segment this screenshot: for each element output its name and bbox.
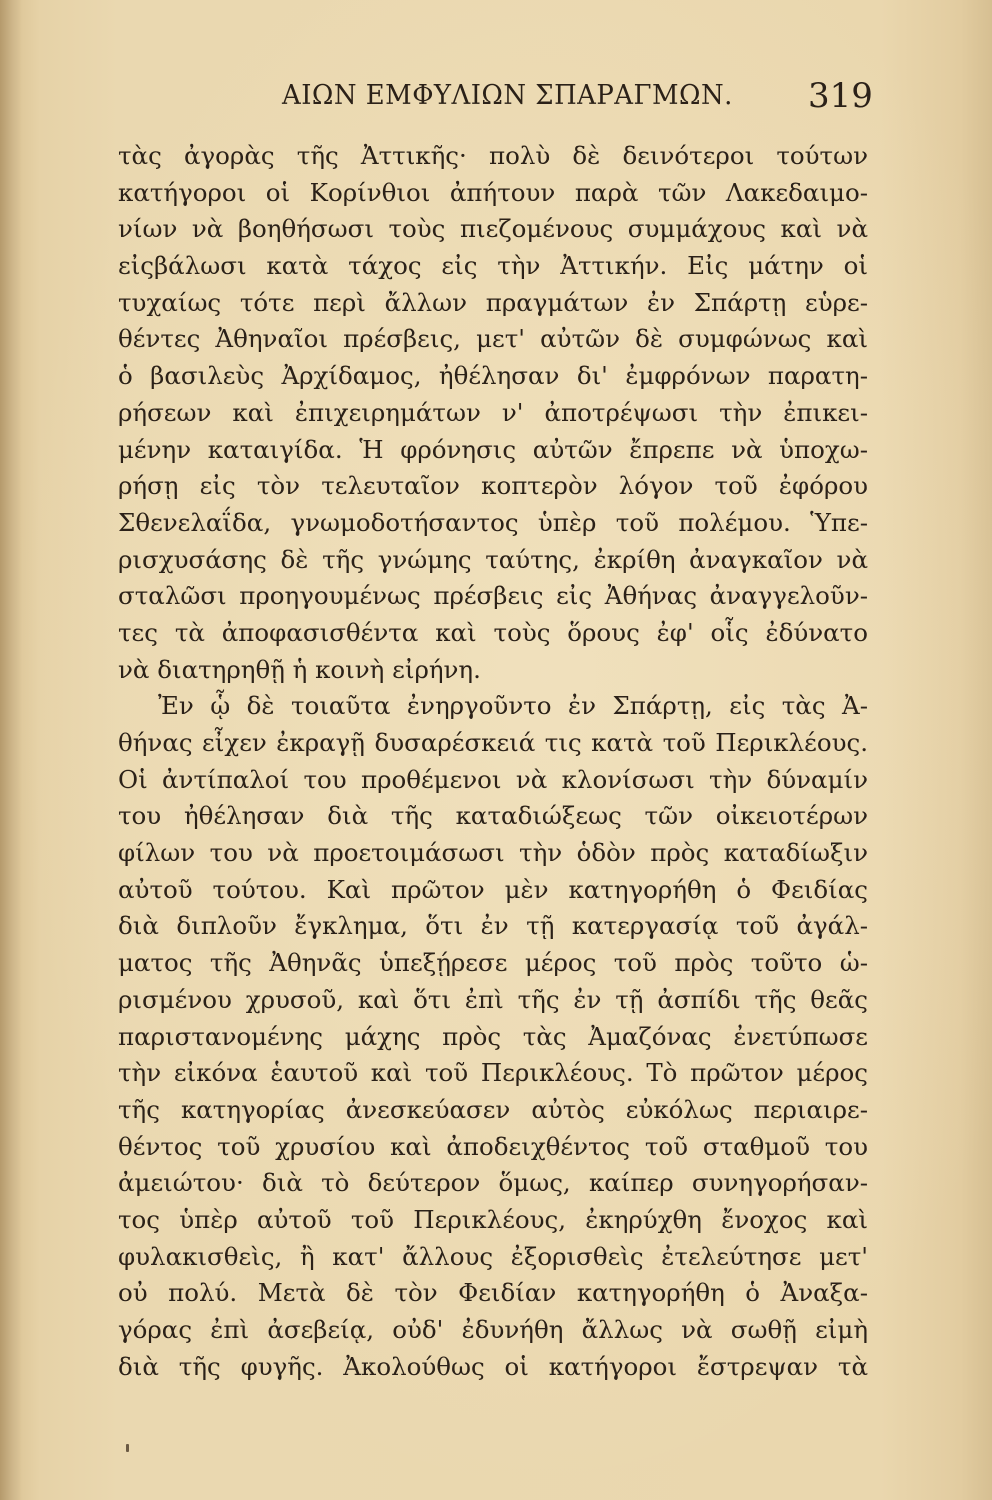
- text-line: τες τὰ ἀποφασισθέντα καὶ τοὺς ὅρους ἐφ' οἷς ἐδύνατο: [118, 617, 868, 647]
- text-line: τυχαίως τότε περὶ ἄλλων πραγμάτων ἐν Σπάρτῃ εὑρε-: [118, 287, 868, 317]
- text-line: μένην καταιγίδα. Ἡ φρόνησις αὐτῶν ἔπρεπε νὰ ὑποχω-: [118, 434, 868, 464]
- text-line: διὰ τῆς φυγῆς. Ἀκολούθως οἱ κατήγοροι ἔστρεψαν τὰ: [118, 1351, 868, 1381]
- text-line: νίων νὰ βοηθήσωσι τοὺς πιεζομένους συμμάχους καὶ νὰ: [118, 214, 868, 244]
- paragraph: [118, 688, 868, 1385]
- text-line: του ἠθέλησαν διὰ τῆς καταδιώξεως τῶν οἰκειοτέρων: [118, 801, 868, 831]
- text-line: νὰ διατηρηθῇ ἡ κοινὴ εἰρήνη.: [118, 654, 481, 684]
- text-line: τὰς ἀγορὰς τῆς Ἀττικῆς· πολὺ δὲ δεινότεροι τούτων: [118, 141, 868, 170]
- body-text: [118, 138, 868, 1385]
- ink-speck: [126, 1444, 129, 1452]
- paragraph: [118, 138, 868, 688]
- text-line: ὁ βασιλεὺς Ἀρχίδαμος, ἠθέλησαν δι' ἐμφρόνων παρατη-: [118, 361, 868, 391]
- page-header: [0, 72, 992, 122]
- text-line: οὐ πολύ. Μετὰ δὲ τὸν Φειδίαν κατηγορήθη ὁ Ἀναξα-: [118, 1278, 868, 1308]
- page-number: 319: [808, 76, 873, 116]
- text-line: θέντος τοῦ χρυσίου καὶ ἀποδειχθέντος τοῦ σταθμοῦ του: [118, 1131, 868, 1161]
- text-line: παριστανομένης μάχης πρὸς τὰς Ἀμαζόνας ἐνετύπωσε: [118, 1021, 868, 1051]
- text-line: τος ὑπὲρ αὐτοῦ τοῦ Περικλέους, ἐκηρύχθη ἔνοχος καὶ: [118, 1204, 868, 1234]
- text-line: ρισχυσάσης δὲ τῆς γνώμης ταύτης, ἐκρίθη ἀναγκαῖον νὰ: [118, 544, 868, 574]
- text-line: θήνας εἶχεν ἐκραγῇ δυσαρέσκειά τις κατὰ τοῦ Περικλέους.: [118, 728, 868, 757]
- text-line: φυλακισθεὶς, ἢ κατ' ἄλλους ἐξορισθεὶς ἐτελεύτησε μετ': [118, 1241, 868, 1271]
- text-line: ματος τῆς Ἀθηνᾶς ὑπεξῄρεσε μέρος τοῦ πρὸς τοῦτο ὡ-: [118, 948, 868, 978]
- text-line: ρήσῃ εἰς τὸν τελευταῖον κοπτερὸν λόγον τοῦ ἐφόρου: [118, 471, 868, 501]
- text-line: εἰςβάλωσι κατὰ τάχος εἰς τὴν Ἀττικήν. Εἰς μάτην οἱ: [118, 251, 868, 281]
- text-line: κατήγοροι οἱ Κορίνθιοι ἀπήτουν παρὰ τῶν Λακεδαιμο-: [118, 177, 868, 207]
- page-binding-edge: [0, 0, 22, 1500]
- text-line: τὴν εἰκόνα ἑαυτοῦ καὶ τοῦ Περικλέους. Τὸ πρῶτον μέρος: [118, 1058, 868, 1088]
- text-line: τῆς κατηγορίας ἀνεσκεύασεν αὐτὸς εὐκόλως περιαιρε-: [118, 1094, 868, 1124]
- running-title: ΑΙΩΝ ΕΜΦΥΛΙΩΝ ΣΠΑΡΑΓΜΩΝ.: [282, 80, 733, 111]
- text-line: ἀμειώτου· διὰ τὸ δεύτερον ὅμως, καίπερ συνηγορήσαν-: [118, 1168, 868, 1198]
- text-line: Σθενελαΐδα, γνωμοδοτήσαντος ὑπὲρ τοῦ πολέμου. Ὑπε-: [118, 507, 868, 537]
- text-line: φίλων του νὰ προετοιμάσωσι τὴν ὁδὸν πρὸς καταδίωξιν: [118, 838, 868, 868]
- text-line: σταλῶσι προηγουμένως πρέσβεις εἰς Ἀθήνας ἀναγγελοῦν-: [118, 581, 868, 611]
- text-line: Ἐν ᾧ δὲ τοιαῦτα ἐνηργοῦντο ἐν Σπάρτῃ, εἰς τὰς Ἀ-: [158, 691, 868, 721]
- text-line: ρισμένου χρυσοῦ, καὶ ὅτι ἐπὶ τῆς ἐν τῇ ἀσπίδι τῆς θεᾶς: [118, 984, 868, 1014]
- text-line: Οἱ ἀντίπαλοί του προθέμενοι νὰ κλονίσωσι τὴν δύναμίν: [118, 764, 868, 794]
- text-line: θέντες Ἀθηναῖοι πρέσβεις, μετ' αὐτῶν δὲ συμφώνως καὶ: [118, 324, 868, 354]
- text-line: ρήσεων καὶ ἐπιχειρημάτων ν' ἀποτρέψωσι τὴν ἐπικει-: [118, 397, 868, 427]
- text-line: διὰ διπλοῦν ἔγκλημα, ὅτι ἐν τῇ κατεργασίᾳ τοῦ ἀγάλ-: [118, 911, 868, 941]
- text-line: αὐτοῦ τούτου. Καὶ πρῶτον μὲν κατηγορήθη ὁ Φειδίας: [118, 874, 868, 904]
- text-line: γόρας ἐπὶ ἀσεβείᾳ, οὐδ' ἐδυνήθη ἄλλως νὰ σωθῇ εἰμὴ: [118, 1315, 868, 1344]
